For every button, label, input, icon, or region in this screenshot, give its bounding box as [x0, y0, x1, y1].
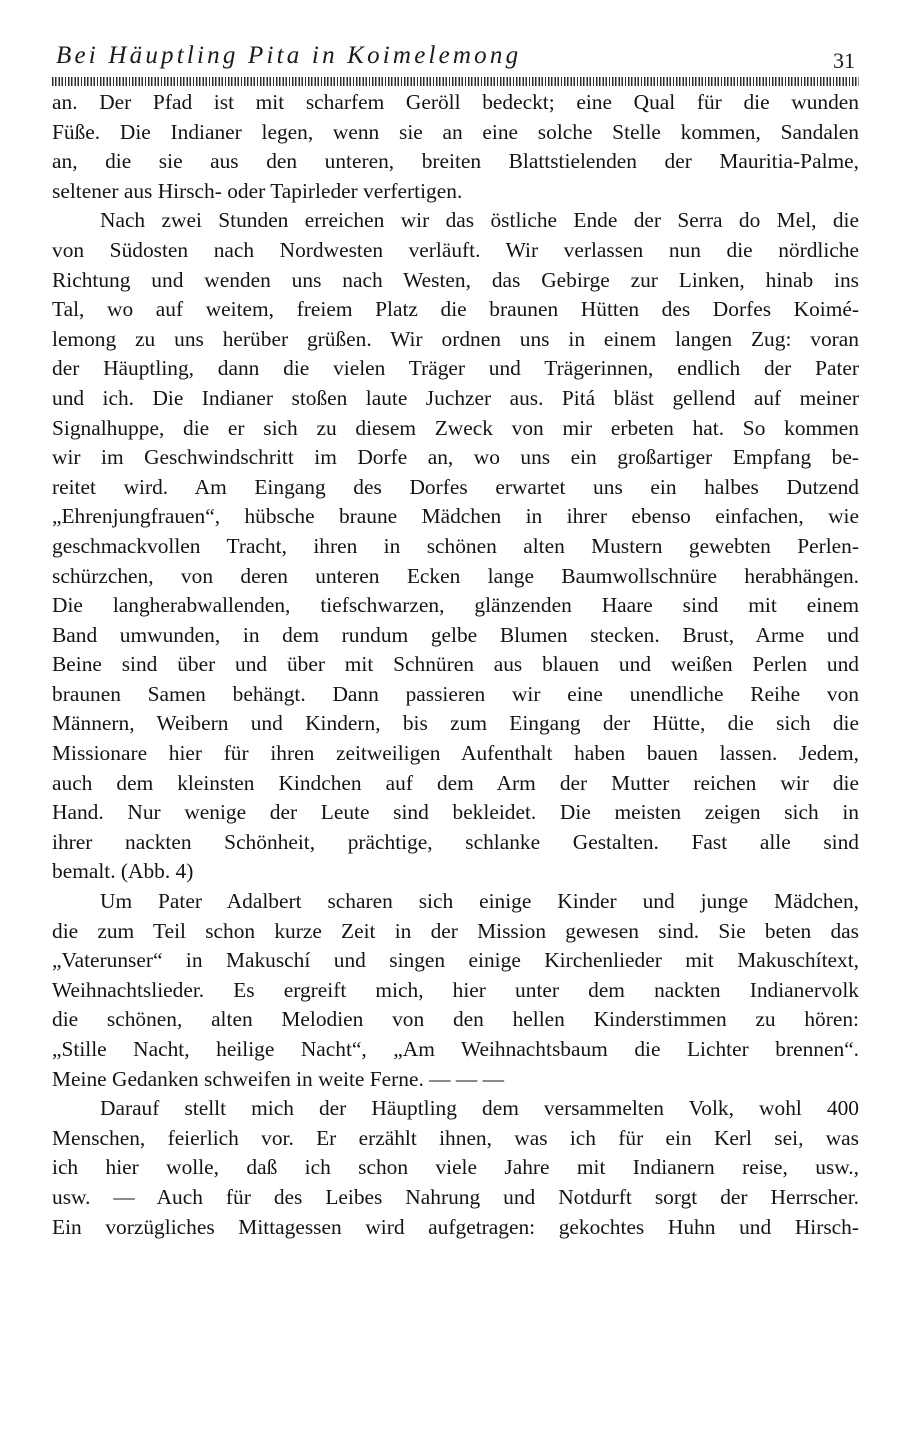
text-line: Beine sind über und über mit Schnüren aus blauen und weißen Perlen und: [52, 652, 859, 677]
text-line: Richtung und wenden uns nach Westen, das Gebirge zur Linken, hinab ins: [52, 267, 859, 292]
text-line: Menschen, feierlich vor. Er erzählt ihnen, was ich für ein Kerl sei, was: [52, 1125, 859, 1150]
text-line: die zum Teil schon kurze Zeit in der Mission gewesen sind. Sie beten das: [52, 918, 859, 943]
paragraph: [52, 1094, 859, 1242]
text-line: Männern, Weibern und Kindern, bis zum Eingang der Hütte, die sich die: [52, 711, 859, 736]
text-line: der Häuptling, dann die vielen Träger und Trägerinnen, endlich der Pater: [52, 356, 859, 381]
page-number: 31: [833, 48, 855, 73]
text-line: braunen Samen behängt. Dann passieren wir eine unendliche Reihe von: [52, 681, 859, 706]
text-line: schürzchen, von deren unteren Ecken lange Baumwollschnüre herabhängen.: [52, 563, 859, 588]
book-page: [52, 40, 859, 1242]
text-line: Die langherabwallenden, tiefschwarzen, glänzenden Haare sind mit einem: [52, 593, 859, 618]
text-line: und ich. Die Indianer stoßen laute Juchzer aus. Pitá bläst gellend auf meiner: [52, 385, 859, 410]
text-line: von Südosten nach Nordwesten verläuft. Wir verlassen nun die nördliche: [52, 237, 859, 262]
body-text: [52, 88, 859, 1242]
paragraph: [52, 887, 859, 1094]
text-line: Tal, wo auf weitem, freiem Platz die braunen Hütten des Dorfes Koimé-: [52, 297, 859, 322]
text-line: auch dem kleinsten Kindchen auf dem Arm der Mutter reichen wir die: [52, 770, 859, 795]
text-line: seltener aus Hirsch- oder Tapirleder verfertigen.: [52, 178, 463, 203]
text-line: Missionare hier für ihren zeitweiligen Aufenthalt haben bauen lassen. Jedem,: [52, 741, 859, 766]
text-line: die schönen, alten Melodien von den hellen Kinderstimmen zu hören:: [52, 1007, 859, 1032]
text-line: Nach zwei Stunden erreichen wir das östliche Ende der Serra do Mel, die: [100, 208, 859, 233]
text-line: geschmackvollen Tracht, ihren in schönen alten Mustern gewebten Perlen-: [52, 533, 859, 558]
header-rule: [52, 77, 859, 86]
text-line: ich hier wolle, daß ich schon viele Jahre mit Indianern reise, usw.,: [52, 1155, 859, 1180]
text-line: Ein vorzügliches Mittagessen wird aufgetragen: gekochtes Huhn und Hirsch-: [52, 1214, 859, 1239]
text-line: usw. — Auch für des Leibes Nahrung und Notdurft sorgt der Herrscher.: [52, 1184, 859, 1209]
text-line: Signalhuppe, die er sich zu diesem Zweck von mir erbeten hat. So kommen: [52, 415, 859, 440]
text-line: an. Der Pfad ist mit scharfem Geröll bedeckt; eine Qual für die wunden: [52, 90, 859, 114]
text-line: bemalt. (Abb. 4): [52, 859, 194, 884]
text-line: „Ehrenjungfrauen“, hübsche braune Mädchen in ihrer ebenso einfachen, wie: [52, 504, 859, 529]
text-line: reitet wird. Am Eingang des Dorfes erwartet uns ein halbes Dutzend: [52, 474, 859, 499]
running-header: [52, 40, 859, 74]
text-line: Meine Gedanken schweifen in weite Ferne. — — —: [52, 1066, 505, 1091]
text-line: Darauf stellt mich der Häuptling dem versammelten Volk, wohl 400: [100, 1096, 859, 1121]
text-line: lemong zu uns herüber grüßen. Wir ordnen uns in einem langen Zug: voran: [52, 326, 859, 351]
text-line: ihrer nackten Schönheit, prächtige, schlanke Gestalten. Fast alle sind: [52, 829, 859, 854]
text-line: Weihnachtslieder. Es ergreift mich, hier unter dem nackten Indianervolk: [52, 977, 859, 1002]
text-line: „Vaterunser“ in Makuschí und singen einige Kirchenlieder mit Makuschítext,: [52, 948, 859, 973]
text-line: Band umwunden, in dem rundum gelbe Blumen stecken. Brust, Arme und: [52, 622, 859, 647]
text-line: wir im Geschwindschritt im Dorfe an, wo uns ein großartiger Empfang be-: [52, 445, 859, 470]
text-line: Um Pater Adalbert scharen sich einige Kinder und junge Mädchen,: [100, 889, 859, 914]
text-line: „Stille Nacht, heilige Nacht“, „Am Weihnachtsbaum die Lichter brennen“.: [52, 1037, 859, 1061]
running-title: Bei Häuptling Pita in Koimelemong: [56, 42, 522, 69]
text-line: Füße. Die Indianer legen, wenn sie an eine solche Stelle kommen, Sandalen: [52, 119, 859, 144]
paragraph: [52, 206, 859, 887]
paragraph: [52, 88, 859, 206]
text-line: Hand. Nur wenige der Leute sind bekleidet. Die meisten zeigen sich in: [52, 800, 859, 825]
text-line: an, die sie aus den unteren, breiten Blattstielenden der Mauritia-Palme,: [52, 149, 859, 174]
